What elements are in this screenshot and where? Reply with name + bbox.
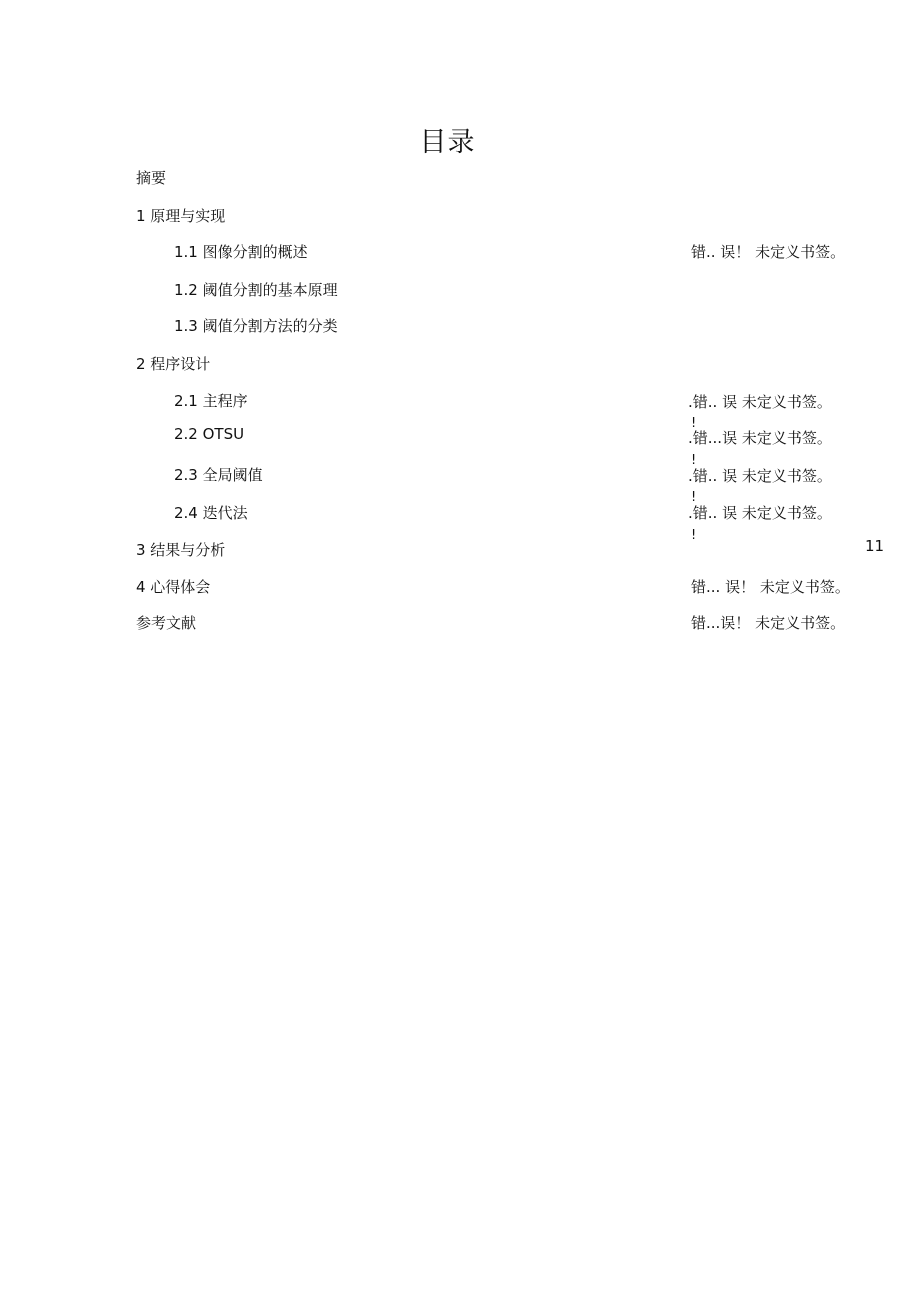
stray-exclamation-mark: !	[691, 490, 697, 505]
toc-entry-1-2[interactable]: 1.2 阈值分割的基本原理	[174, 281, 338, 299]
toc-entry-2-3[interactable]: 2.3 全局阈值	[174, 466, 263, 484]
stray-exclamation-mark: !	[691, 453, 697, 468]
toc-entry-abstract[interactable]: 摘要	[136, 169, 167, 187]
stray-exclamation-mark: !	[691, 416, 697, 431]
toc-entry-2-2[interactable]: 2.2 OTSU	[174, 425, 245, 443]
stray-exclamation-mark: !	[691, 528, 697, 543]
toc-pageref-chapter-3: 11	[865, 537, 885, 555]
toc-entry-references[interactable]: 参考文献	[136, 614, 197, 632]
toc-entry-chapter-1[interactable]: 1 原理与实现	[136, 207, 226, 225]
toc-pageref-chapter-4: 错... 误！ 未定义书签。	[691, 578, 850, 596]
toc-entry-chapter-2[interactable]: 2 程序设计	[136, 355, 211, 373]
toc-pageref-2-2: .错...误 未定义书签。	[688, 429, 832, 447]
toc-entry-2-4[interactable]: 2.4 迭代法	[174, 504, 248, 522]
toc-pageref-2-4: .错.. 误 未定义书签。	[688, 504, 832, 522]
toc-entry-2-1[interactable]: 2.1 主程序	[174, 392, 248, 410]
toc-entry-chapter-3[interactable]: 3 结果与分析	[136, 541, 226, 559]
toc-entry-1-3[interactable]: 1.3 阈值分割方法的分类	[174, 317, 338, 335]
toc-entry-chapter-4[interactable]: 4 心得体会	[136, 578, 211, 596]
toc-entry-1-1[interactable]: 1.1 图像分割的概述	[174, 243, 308, 261]
toc-pageref-2-3: .错.. 误 未定义书签。	[688, 467, 832, 485]
toc-pageref-1-1: 错.. 误！ 未定义书签。	[691, 243, 846, 261]
toc-title: 目录	[419, 127, 476, 158]
toc-pageref-2-1: .错.. 误 未定义书签。	[688, 393, 832, 411]
toc-pageref-references: 错...误！ 未定义书签。	[691, 614, 846, 632]
